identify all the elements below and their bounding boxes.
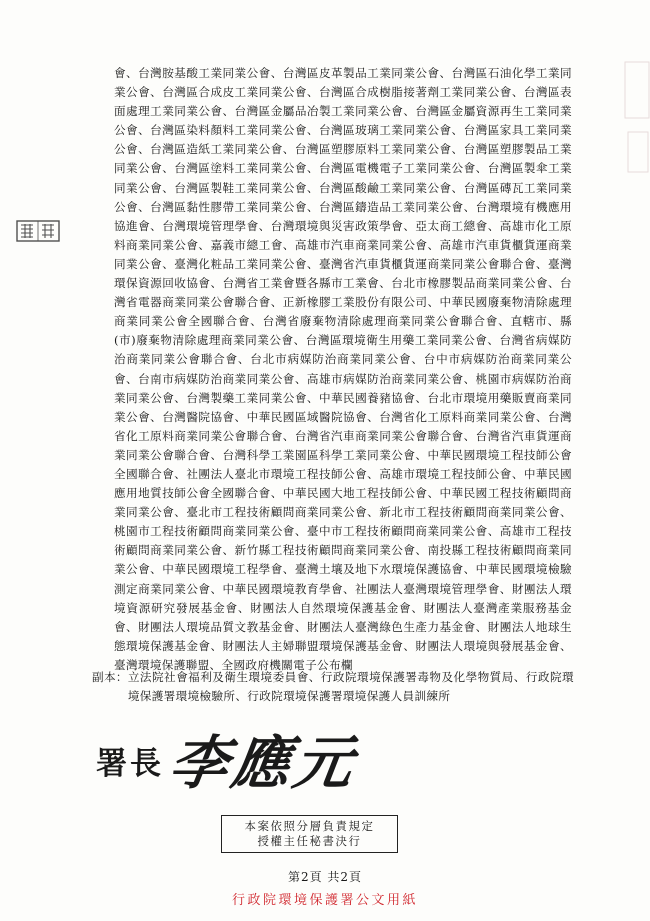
copy-label: 副本： — [92, 670, 128, 684]
page-number: 第2頁 共2頁 — [287, 870, 363, 884]
signer-title: 署長 — [96, 746, 164, 782]
signer-signature: 李應元 — [165, 729, 361, 797]
authorization-box — [221, 815, 398, 853]
margin-ghost-stamp-icon — [622, 60, 650, 180]
copy-recipients — [92, 668, 574, 706]
recipients-list: 會、台灣胺基酸工業同業公會、台灣區皮革製品工業同業公會、台灣區石油化學工業同業公會、台灣區合成皮工業同業公會、台灣區合成樹脂接著劑工業同業公會、台灣區表面處理工業同業公會、台灣區金屬品冶製工業同業公會、台灣區金屬資源再生工業同業公會、台灣區染料顏料工業同業公會、台灣區玻璃工業同業公會、台灣區家具工業同業公會、台灣區造紙工業同業公會、台灣區塑膠原料工業同業公會、台灣區塑膠製品工業同業公會、台灣區塗料工業同業公會、台灣區電機電子工業同業公會、台灣區製傘工業同業公會、台灣區製鞋工業同業公會、台灣區酸鹼工業同業公會、台灣區磚瓦工業同業公會、台灣區黏性膠帶工業同業公會、台灣區鑄造品工業同業公會、台灣環境有機應用協進會、台灣環境管理學會、台灣環境與災害政策學會、亞太商工總會、高雄市化工原料商業同業公會、嘉義市總工會、高雄市汽車商業同業公會、高雄市汽車貨櫃貨運商業同業公會、臺灣化粧品工業同業公會、臺灣省汽車貨櫃貨運商業同業公會聯合會、臺灣環保資源回收協會、台灣省工業會暨各縣市工業會、台北市橡膠製品商業同業公會、台灣省電器商業同業公會聯合會、正新橡膠工業股份有限公司、中華民國廢棄物清除處理商業同業公會全國聯合會、台灣省廢棄物清除處理商業同業公會聯合會、直轄市、縣(市)廢棄物清除處理商業同業公會、台灣區環境衛生用藥工業同業公會、台灣省病媒防治商業同業公會聯合會、台北市病媒防治商業同業公會、台中市病媒防治商業同業公會、台南市病媒防治商業同業公會、高雄市病媒防治商業同業公會、桃園市病媒防治商業同業公會、台灣製藥工業同業公會、中華民國養豬協會、台北市環境用藥販賣商業同業公會、台灣醫院協會、中華民國區域醫院協會、台灣省化工原料商業同業公會、台灣省化工原料商業同業公會聯合會、台灣省汽車商業同業公會聯合會、台灣省汽車貨運商業同業公會聯合會、台灣科學工業園區科學工業同業公會、中華民國環境工程技師公會全國聯合會、社團法人臺北市環境工程技師公會、高雄市環境工程技師公會、中華民國應用地質技師公會全國聯合會、中華民國大地工程技師公會、中華民國工程技術顧問商業同業公會、臺北市工程技術顧問商業同業公會、新北市工程技術顧問商業同業公會、桃園市工程技術顧問商業同業公會、臺中市工程技術顧問商業同業公會、高雄市工程技術顧問商業同業公會、新竹縣工程技術顧問商業同業公會、南投縣工程技術顧問商業同業公會、中華民國環境工程學會、臺灣土壤及地下水環境保護協會、中華民國環境檢驗測定商業同業公會、中華民國環境教育學會、社團法人臺灣環境管理學會、財團法人環境資源研究發展基金會、財團法人自然環境保護基金會、財團法人臺灣產業服務基金會、財團法人環境品質文教基金會、財團法人臺灣綠色生產力基金會、財團法人地球生態環境保護基金會、財團法人主婦聯盟環境保護基金會、財團法人環境與發展基金會、臺灣環境保護聯盟、全國政府機關電子公布欄 — [114, 66, 572, 672]
authorization-line-1: 本案依照分層負責規定 — [244, 819, 375, 833]
authorization-line-2: 授權主任秘書決行 — [257, 834, 362, 848]
letterhead-footer: 行政院環境保護署公文用紙 — [231, 893, 418, 908]
copy-text: 立法院社會福利及衛生環境委員會、行政院環境保護署毒物及化學物質局、行政院環境保護署環境檢驗所、行政院環境保護署環境保護人員訓練所 — [127, 670, 574, 703]
seal-stamp-icon — [16, 220, 60, 242]
